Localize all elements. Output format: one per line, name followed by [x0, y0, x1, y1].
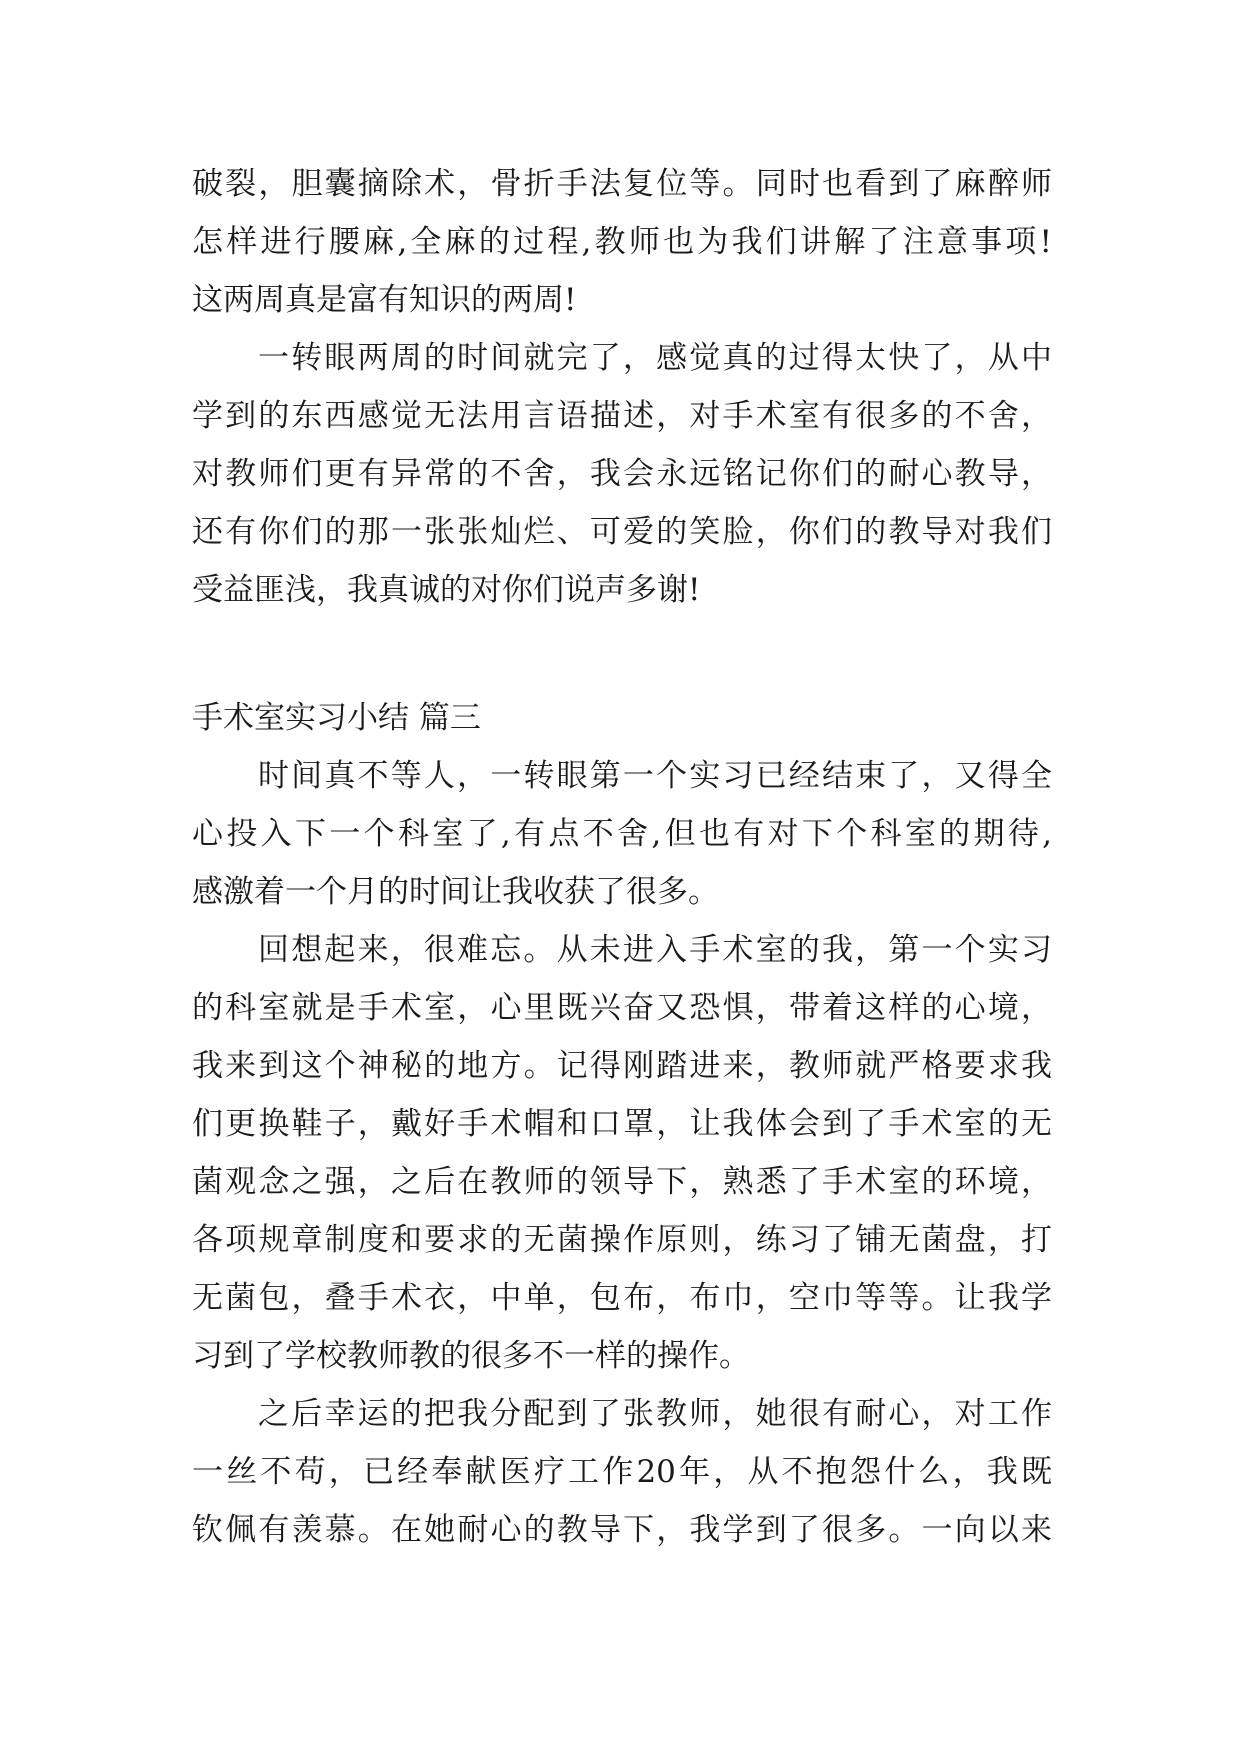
paragraph-continuation	[192, 155, 1052, 329]
text-line: 时间真不等人，一转眼第一个实习已经结束了，又得全	[258, 758, 1052, 794]
document-body	[192, 155, 1052, 1559]
text-line: 习到了学校教师教的很多不一样的操作。	[192, 1338, 750, 1374]
text-line: 还有你们的那一张张灿烂、可爱的笑脸，你们的教导对我们	[192, 514, 1052, 550]
text-line: 各项规章制度和要求的无菌操作原则，练习了铺无菌盘，打	[192, 1222, 1052, 1258]
paragraph-farewell	[192, 329, 1052, 619]
text-line: 之后幸运的把我分配到了张教师，她很有耐心，对工作	[258, 1396, 1052, 1432]
paragraph-recall	[192, 921, 1052, 1385]
text-line: 感激着一个月的时间让我收获了很多。	[192, 874, 719, 910]
paragraph-teacher	[192, 1385, 1052, 1559]
text-line: 受益匪浅，我真诚的对你们说声多谢!	[192, 572, 701, 608]
text-line: 们更换鞋子，戴好手术帽和口罩，让我体会到了手术室的无	[192, 1106, 1052, 1142]
text-line: 无菌包，叠手术衣，中单，包布，布巾，空巾等等。让我学	[192, 1280, 1052, 1316]
section-spacer	[192, 619, 1052, 689]
section-heading: 手术室实习小结 篇三	[192, 700, 481, 736]
text-line: 菌观念之强，之后在教师的领导下，熟悉了手术室的环境，	[192, 1164, 1052, 1200]
paragraph-time	[192, 747, 1052, 921]
text-line: 怎样进行腰麻,全麻的过程,教师也为我们讲解了注意事项!	[192, 224, 1052, 260]
text-line: 一丝不苟，已经奉献医疗工作20年，从不抱怨什么，我既	[192, 1454, 1052, 1490]
text-line: 回想起来，很难忘。从未进入手术室的我，第一个实习	[258, 932, 1052, 968]
text-line: 心投入下一个科室了,有点不舍,但也有对下个科室的期待,	[192, 816, 1052, 852]
text-line: 这两周真是富有知识的两周!	[192, 282, 577, 318]
text-line: 钦佩有羡慕。在她耐心的教导下，我学到了很多。一向以来	[192, 1512, 1052, 1548]
text-line: 一转眼两周的时间就完了，感觉真的过得太快了，从中	[258, 340, 1052, 376]
text-line: 的科室就是手术室，心里既兴奋又恐惧，带着这样的心境，	[192, 990, 1052, 1026]
text-line: 我来到这个神秘的地方。记得刚踏进来，教师就严格要求我	[192, 1048, 1052, 1084]
text-line: 对教师们更有异常的不舍，我会永远铭记你们的耐心教导，	[192, 456, 1052, 492]
text-line: 学到的东西感觉无法用言语描述，对手术室有很多的不舍，	[192, 398, 1052, 434]
text-line: 破裂，胆囊摘除术，骨折手法复位等。同时也看到了麻醉师	[192, 166, 1052, 202]
